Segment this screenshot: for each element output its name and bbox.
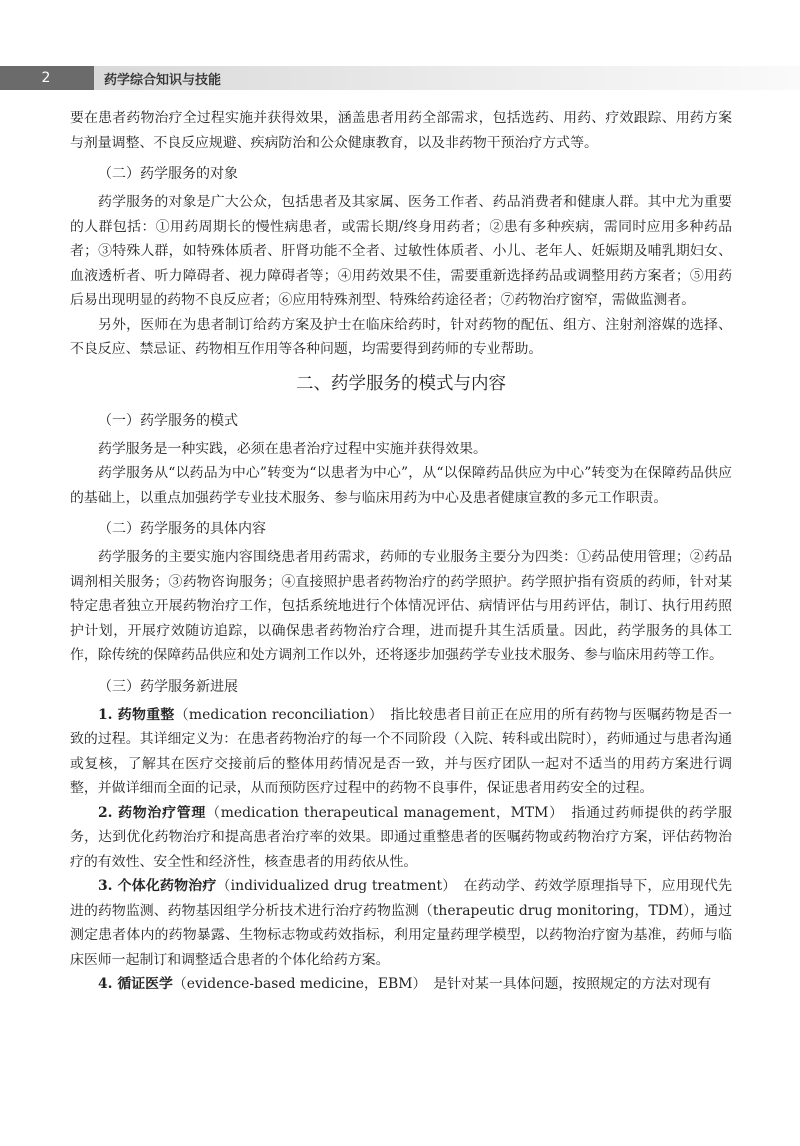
progress-item-1	[70, 703, 732, 801]
running-header	[0, 66, 800, 90]
item-english-term: （medication therapeutical management，MTM）	[206, 804, 557, 821]
item-term: 4. 循证医学	[98, 976, 173, 992]
paragraph-modes-2: 药学服务从“以药品为中心”转变为“以患者为中心”，从“以保障药品供应为中心”转变为在保障药品供应的基础上，以重点加强药学专业技术服务、参与临床用药为中心及患者健康宣教的多元工作职责。	[70, 465, 732, 506]
page-number: 2	[41, 70, 51, 86]
progress-item-4	[70, 972, 732, 997]
section-heading-progress: （三）药学服务新进展	[98, 678, 238, 695]
item-text: 是针对某一具体问题，按照规定的方法对现有	[419, 976, 712, 992]
item-text: 指通过药师提供的药学服务，达到优化药物治疗和提高患者治疗率的效果。即通过重整患者的医嘱药物或药物治疗方案，评估药物治疗的有效性、安全性和经济性，核查患者的用药依从性。	[70, 804, 732, 870]
item-term: 1. 药物重整	[98, 706, 175, 723]
progress-item-3	[70, 874, 732, 972]
page-body	[70, 106, 732, 997]
page-number-box	[0, 66, 94, 90]
chapter-heading: 二、药学服务的模式与内容	[296, 373, 506, 394]
paragraph-targets: 药学服务的对象是广大公众，包括患者及其家属、医务工作者、药品消费者和健康人群。其中尤为重要的人群包括：①用药周期长的慢性病患者，或需长期/终身用药者；②患有多种疾病，需同时应用多种药品者；③特殊人群，如特殊体质者、肝肾功能不全者、过敏性体质者、小儿、老年人、妊娠期及哺乳期妇女、血液透析者、听力障碍者、视力障碍者等；④用药效果不佳，需要重新选择药品或调整用药方案者；⑤用药后易出现明显的药物不良反应者；⑥应用特殊剂型、特殊给药途径者；⑦药物治疗窗窄，需做监测者。	[70, 194, 732, 308]
item-english-term: （medication reconciliation）	[174, 706, 377, 723]
intro-paragraph: 要在患者药物治疗全过程实施并获得效果，涵盖患者用药全部需求，包括选药、用药、疗效跟踪、用药方案与剂量调整、不良反应规避、疾病防治和公众健康教育，以及非药物干预治疗方式等。	[70, 110, 732, 151]
section-heading-contents: （二）药学服务的具体内容	[98, 521, 266, 537]
paragraph-physician-help: 另外，医师在为患者制订给药方案及护士在临床给药时，针对药物的配伍、组方、注射剂溶媒的选择、不良反应、禁忌证、药物相互作用等各种问题，均需要得到药师的专业帮助。	[70, 316, 732, 357]
item-term: 3. 个体化药物治疗	[98, 878, 217, 894]
item-term: 2. 药物治疗管理	[98, 804, 207, 821]
item-english-term: （individualized drug treatment）	[216, 878, 450, 894]
paragraph-modes-1: 药学服务是一种实践，必须在患者治疗过程中实施并获得效果。	[98, 440, 487, 457]
item-english-term: （evidence-based medicine，EBM）	[172, 976, 420, 992]
book-title: 药学综合知识与技能	[94, 66, 800, 90]
paragraph-contents: 药学服务的主要实施内容围绕患者用药需求，药师的专业服务主要分为四类：①药品使用管理；②药品调剂相关服务；③药物咨询服务；④直接照护患者药物治疗的药学照护。药学照护指有资质的药师，针对某特定患者独立开展药物治疗工作，包括系统地进行个体情况评估、病情评估与用药评估，制订、执行用药照护计划，开展疗效随访追踪，以确保患者药物治疗合理，进而提升其生活质量。因此，药学服务的具体工作，除传统的保障药品供应和处方调剂工作以外，还将逐步加强药学专业技术服务、参与临床用药等工作。	[70, 549, 732, 663]
section-heading-modes: （一）药学服务的模式	[98, 412, 238, 429]
item-text: 指比较患者目前正在应用的所有药物与医嘱药物是否一致的过程。其详细定义为：在患者药物治疗的每一个不同阶段（入院、转科或出院时），药师通过与患者沟通或复核，了解其在医疗交接前后的整体用药情况是否一致，并与医疗团队一起对不适当的用药方案进行调整，并做详细而全面的记录，从而预防医疗过程中的药物不良事件，保证患者用药安全的过程。	[70, 706, 732, 796]
item-text: 在药动学、药效学原理指导下，应用现代先进的药物监测、药物基因组学分析技术进行治疗药物监测（therapeutic drug monitoring，TDM），通过测定患者体内的药物暴露、生物标志物或药效指标，利用定量药理学模型，以药物治疗窗为基准，药师与临床医师一起制订和调整适合患者的个体化给药方案。	[70, 878, 732, 968]
progress-item-2	[70, 801, 732, 875]
section-heading-targets: （二）药学服务的对象	[98, 166, 238, 182]
